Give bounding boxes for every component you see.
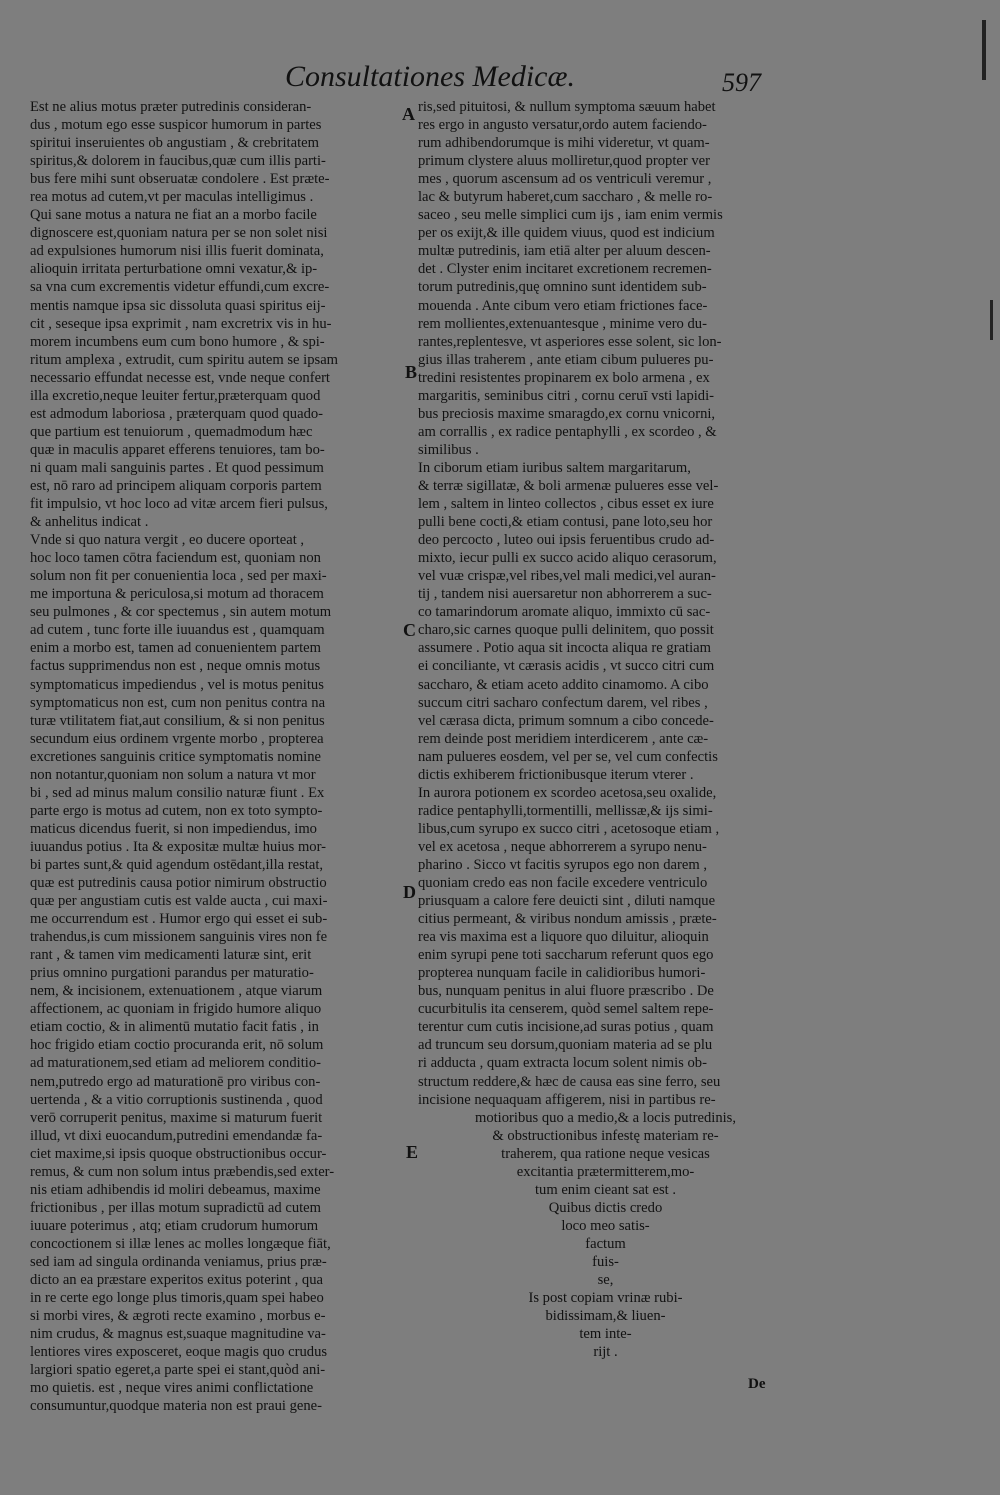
text-line: propterea nunquam facile in calidioribus humori- xyxy=(418,965,706,982)
text-line: non notantur,quoniam non solum a natura vt mor xyxy=(30,766,316,783)
text-line: saceo , seu melle simplici cum ijs , iam enim vermis xyxy=(418,207,723,224)
text-line: Is post copiam vrinæ rubi- xyxy=(528,1290,683,1307)
page-edge-mark xyxy=(990,300,993,340)
text-line: bi partes sunt,& quid agendum ostēdant,illa restat, xyxy=(30,856,324,873)
text-line: bi , sed ad minus malum consilio naturæ fiunt . Ex xyxy=(30,784,325,801)
text-line: quæ in maculis apparet efferens tenuiores, tam bo- xyxy=(30,441,325,458)
text-line: structum reddere,& hæc de causa eas sine ferro, seu xyxy=(418,1073,721,1090)
text-line: se, xyxy=(597,1272,614,1289)
text-line: margaritis, seminibus citri , cornu ceruī vsti lapidi- xyxy=(418,387,715,404)
catchword: De xyxy=(748,1376,766,1392)
text-line: Est ne alius motus præter putredinis consideran- xyxy=(30,99,312,115)
page-edge-mark xyxy=(982,20,986,80)
text-line: vel ex acetosa , neque abhorrerem a syrupo nenu- xyxy=(418,838,707,855)
text-line: nis etiam adhibendis id moliri debeamus, maxime xyxy=(30,1181,321,1198)
text-line: ri adducta , quam extracta locum solent nimis ob- xyxy=(418,1055,707,1072)
text-line: mo quietis. est , neque vires animi conflictatione xyxy=(30,1380,314,1397)
left-column xyxy=(30,98,400,1415)
text-line: & anhelitus indicat . xyxy=(30,514,149,531)
text-line: Quibus dictis credo xyxy=(548,1199,663,1216)
text-line: multæ putredinis, iam etiā alter per aluum descen- xyxy=(418,243,711,260)
text-line: bidissimam,& liuen- xyxy=(545,1308,666,1325)
text-line: concoctionem si illæ lenes ac molles longæque fiāt, xyxy=(30,1235,331,1252)
text-line: succum citri sacharo confectum darem, vel ribes , xyxy=(418,694,708,711)
text-line: trahendus,is cum missionem sanguinis vires non fe xyxy=(30,929,328,946)
text-line: iuuandus potius . Ita & expositæ multæ huius mor- xyxy=(30,838,327,855)
text-line: priusquam a calore fere deuicti sint , diluti namque xyxy=(418,893,716,910)
text-line: iuuare poterimus , atq; etiam crudorum humorum xyxy=(30,1217,319,1234)
text-line: alioquin irritata perturbatione omni vexatur,& ip- xyxy=(30,261,318,278)
text-line: ad expulsiones humorum nisi illis fuerit dominata, xyxy=(30,243,324,260)
text-line: sa vna cum excrementis videtur effundi,cum excre- xyxy=(30,279,330,296)
text-line: Vnde si quo natura vergit , eo ducere oporteat , xyxy=(30,532,305,549)
text-line: ad maturationem,sed etiam ad meliorem conditio- xyxy=(30,1055,321,1072)
text-line: In ciborum etiam iuribus saltem margaritarum, xyxy=(418,459,691,476)
text-line: remus, & cum non solum intus præbendis,sed exter- xyxy=(30,1163,335,1180)
text-line: me importuna & periculosa,si motum ad thoracem xyxy=(30,586,324,603)
text-line: illa excretio,neque leuiter fertur,præterquam quod xyxy=(30,387,321,404)
text-line: necessario effundat necesse est, vnde neque confert xyxy=(30,369,330,386)
text-line: fit impulsio, vt hoc loco ad vitæ arcem fieri pulsus, xyxy=(30,496,328,513)
text-line: largiori spatio egeret,a parte spei ei stant,quòd ani- xyxy=(30,1362,326,1379)
text-line: lentiores vires exposceret, eoque magis quo crudus xyxy=(30,1344,328,1361)
text-line: rijt . xyxy=(593,1344,618,1361)
text-line: per os exijt,& ille quidem viuus, quod est indicium xyxy=(418,225,715,242)
text-line: ad truncum seu dorsum,quoniam materia ad se plu xyxy=(418,1037,713,1054)
text-line: bus, nunquam penitus in alui fluore præscribo . De xyxy=(418,983,714,1000)
text-line: si morbi vires, & ægroti recte examino , morbus e- xyxy=(30,1308,326,1325)
text-line: gius illas traherem , ante etiam cibum pulueres pu- xyxy=(418,351,714,368)
text-line: ciet maxime,si ipsis quoque obstructionibus occur- xyxy=(30,1145,327,1162)
text-line: etiam coctio, & in alimentū mutatio facit fatis , in xyxy=(30,1019,319,1036)
text-line: factus supprimendus non est , neque omnis motus xyxy=(30,658,321,675)
margin-letter-a: A xyxy=(402,104,415,124)
text-line: traherem, qua ratione neque vesicas xyxy=(501,1145,710,1162)
text-line: det . Clyster enim incitaret excretionem recremen- xyxy=(418,261,712,278)
text-line: illud, vt dixi euocandum,putredini emendandæ fa- xyxy=(30,1127,323,1144)
running-title: Consultationes Medicæ. xyxy=(285,60,575,93)
text-line: secundum eius ordinem vrgente morbo , propterea xyxy=(30,730,324,747)
text-line: In aurora potionem ex scordeo acetosa,seu oxalide, xyxy=(418,784,717,801)
text-line: rantes,replentesve, vt asperiores esse solent, sic lon- xyxy=(418,333,722,350)
text-line: ad cutem , tunc forte ille iuuandus est , quamquam xyxy=(30,622,325,639)
text-line: ni quam mali sanguinis partes . Et quod pessimum xyxy=(30,459,324,476)
text-line: nim crudus, & magnus est,suaque magnitudine va- xyxy=(30,1326,326,1343)
text-line: excretiones sanguinis critice symptomatis nomine xyxy=(30,748,321,765)
text-line: dignoscere est,quoniam natura per se non solet nisi xyxy=(30,225,328,242)
text-line: terentur cum cutis incisione,ad suras potius , quam xyxy=(418,1019,714,1036)
text-line: enim syrupi pene toti saccharum referunt quos ego xyxy=(418,947,714,964)
text-line: spiritus,& dolorem in faucibus,quæ cum illis parti- xyxy=(30,153,326,170)
text-line: symptomaticus non est, cum non penitus contra na xyxy=(30,694,326,711)
text-line: saccharo, & etiam aceto addito cinamomo. A cibo xyxy=(418,676,709,693)
text-line: prius omnino purgationi parandus per maturatio- xyxy=(30,965,314,982)
text-line: tij , tandem nisi auersaretur non abhorrerem a suc- xyxy=(418,586,712,603)
text-line: in re certe ego longe plus timoris,quam spei habeo xyxy=(30,1290,324,1307)
text-line: seu pulmones , & cor spectemus , sin autem motum xyxy=(30,604,332,621)
text-line: ris,sed pituitosi, & nullum symptoma sæuum habet xyxy=(418,99,716,115)
text-line: am corrallis , ex radice pentaphylli , ex scordeo , & xyxy=(418,423,717,440)
text-line: motioribus quo a medio,& a locis putredinis, xyxy=(474,1109,737,1126)
text-line: vel vuæ crispæ,vel ribes,vel mali medici,vel auran- xyxy=(418,568,716,585)
text-line: frictionibus , per illas motum supradictū ad cutem xyxy=(30,1199,321,1216)
text-line: Qui sane motus a natura ne fiat an a morbo facile xyxy=(30,207,317,224)
text-line: hoc loco tamen cōtra faciendum est, quoniam non xyxy=(30,550,321,567)
text-line: tredini resistentes propinarem ex bolo armena , ex xyxy=(418,369,710,386)
margin-letter-d: D xyxy=(403,882,416,902)
text-line: lac & butyrum haberet,cum saccharo , & melle ro- xyxy=(418,189,713,206)
text-line: nem,putredo ergo ad maturationē pro viribus con- xyxy=(30,1073,321,1090)
right-column xyxy=(418,98,793,1361)
text-line: que partium est tenuiorum , quemadmodum hæc xyxy=(30,423,313,440)
text-line: est admodum laboriosa , præterquam quod quado- xyxy=(30,405,324,422)
text-line: mixto, iecur pulli ex succo acido aliquo cerasorum, xyxy=(418,550,717,567)
text-line: dictis exhiberem frictionibusque iterum vterer . xyxy=(418,766,694,783)
text-line: me occurrendum est . Humor ergo qui esset ei sub- xyxy=(30,911,328,928)
text-line: lem , saltem in linteo collectos , cibus esset ex iure xyxy=(418,496,714,513)
text-line: primum clystere aluus molliretur,quod propter ver xyxy=(418,153,711,170)
text-line: res ergo in angusto versatur,ordo autem faciendo- xyxy=(418,117,707,134)
margin-letter-e: E xyxy=(406,1142,419,1162)
text-line: bus preciosis maxime smaragdo,ex cornu vnicorni, xyxy=(418,405,716,422)
text-line: rem mollientes,extenuantesque , minime vero du- xyxy=(418,315,707,332)
page-number: 597 xyxy=(722,68,761,97)
text-line: affectionem, ac quoniam in frigido humore aliquo xyxy=(30,1001,322,1018)
text-line: deo percocto , luteo oui ipsis feruentibus crudo ad- xyxy=(418,532,715,549)
text-line: factum xyxy=(585,1235,626,1252)
text-line: loco meo satis- xyxy=(561,1217,650,1234)
text-line: radice pentaphylli,tormentilli, mellissæ,& ijs simi- xyxy=(418,802,713,819)
text-line: dicto an ea præstare experitos exitus poterint , qua xyxy=(30,1272,324,1289)
text-line: quoniam credo eas non facile excedere ventriculo xyxy=(418,875,708,892)
text-line: rea vis maxima est a liquore quo diluitur, alioquin xyxy=(418,929,709,946)
text-line: rea motus ad cutem,vt per maculas intelligimus . xyxy=(30,189,314,206)
text-line: est, nō raro ad principem aliquam corporis partem xyxy=(30,477,322,494)
text-line: libus,cum syrupo ex succo citri , acetosoque etiam , xyxy=(418,820,720,837)
text-line: mes , quorum ascensum ad os ventriculi veremur , xyxy=(418,171,712,188)
text-line: consumuntur,quodque materia non est praui gene- xyxy=(30,1398,323,1415)
text-line: enim a morbo est, tamen ad conuenientem partem xyxy=(30,640,321,657)
text-line: quæ est putredinis causa potior nimirum obstructio xyxy=(30,875,327,892)
text-line: rem deinde post meridiem interdicerem , ante cæ- xyxy=(418,730,709,747)
text-line: bus fere mihi sunt obseruatæ condolere . Est præte- xyxy=(30,171,330,188)
text-line: verō corruperit penitus, maxime si maturum fuerit xyxy=(30,1109,323,1126)
text-line: ei conciliante, vt cærasis acidis , vt succo citri cum xyxy=(418,658,715,675)
text-line: uertenda , & a vitio corruptionis sustinenda , quod xyxy=(30,1091,323,1108)
text-line: cucurbitulis ita censerem, quòd semel saltem repe- xyxy=(418,1001,714,1018)
text-line: parte ergo is motus ad cutem, non ex toto sympto- xyxy=(30,802,323,819)
text-line: maticus dicendus fuerit, si non impediendus, imo xyxy=(30,820,317,837)
text-line: dus , motum ego esse suspicor humorum in partes xyxy=(30,117,322,134)
text-line: rant , & tamen vim medicamenti laturæ sint, erit xyxy=(30,947,312,964)
text-line: pulli bene cocti,& etiam contusi, pane loto,seu hor xyxy=(418,514,713,531)
text-line: morem incumbens eum cum bono humore , & spi- xyxy=(30,333,325,350)
text-line: nam pulueres eosdem, vel per se, vel cum confectis xyxy=(418,748,718,765)
text-line: mentis namque ipsa sic dissoluta quasi spiritus eij- xyxy=(30,297,326,314)
text-line: charo,sic carnes quoque pulli delinitem, quo possit xyxy=(418,622,714,639)
text-line: torum putredinis,quę omnino sunt identidem sub- xyxy=(418,279,707,296)
text-line: fuis- xyxy=(592,1254,619,1270)
text-line: incisione nequaquam affigerem, nisi in partibus re- xyxy=(418,1091,716,1108)
text-line: nem, & incisionem, extenuationem , atque viarum xyxy=(30,983,323,1000)
text-line: symptomaticus impediendus , vel is motus penitus xyxy=(30,676,324,693)
text-line: citius permeant, & viribus nondum amissis , præte- xyxy=(418,911,717,928)
text-line: assumere . Potio aqua sit incocta aliqua re gratiam xyxy=(418,640,711,657)
text-line: ritum amplexa , extrudit, cum spiritu autem se ipsam xyxy=(30,351,339,368)
text-line: vel cærasa dicta, primum somnum a cibo concede- xyxy=(418,712,714,729)
text-line: hoc frigido etiam coctio procuranda erit, nō solum xyxy=(30,1037,324,1054)
text-line: turæ vtilitatem fiat,aut consilium, & si non penitus xyxy=(30,712,325,729)
text-line: solum non fit per conuenientia loca , sed per maxi- xyxy=(30,568,327,585)
text-line: tem inte- xyxy=(579,1326,632,1343)
text-line: co tamarindorum aromate aliquo, immixto cū sac- xyxy=(418,604,711,621)
text-line: quæ per angustiam cutis est valde aucta , cui maxi- xyxy=(30,893,328,910)
text-line: sed iam ad singula ordinanda veniamus, prius præ- xyxy=(30,1254,327,1270)
text-line: spiritui inseruientes ob angustiam , & crebritatem xyxy=(30,135,319,152)
text-line: tum enim cieant sat est . xyxy=(534,1181,677,1198)
text-line: mouenda . Ante cibum vero etiam frictiones face- xyxy=(418,297,708,314)
text-line: & terræ sigillatæ, & boli armenæ pulueres esse vel- xyxy=(418,477,719,494)
text-line: similibus . xyxy=(418,441,479,458)
text-line: & obstructionibus infestę materiam re- xyxy=(492,1127,719,1144)
text-line: pharino . Sicco vt facitis syrupos ego non darem , xyxy=(418,856,707,873)
text-line: excitantia prætermitterem,mo- xyxy=(516,1163,695,1180)
text-line: cit , seseque ipsa exprimit , nam excretrix vis in hu- xyxy=(30,315,332,332)
margin-letter-b: B xyxy=(405,362,418,382)
text-line: rum adhibendorumque is mihi videretur, vt quam- xyxy=(418,135,710,152)
margin-letter-c: C xyxy=(403,620,416,640)
